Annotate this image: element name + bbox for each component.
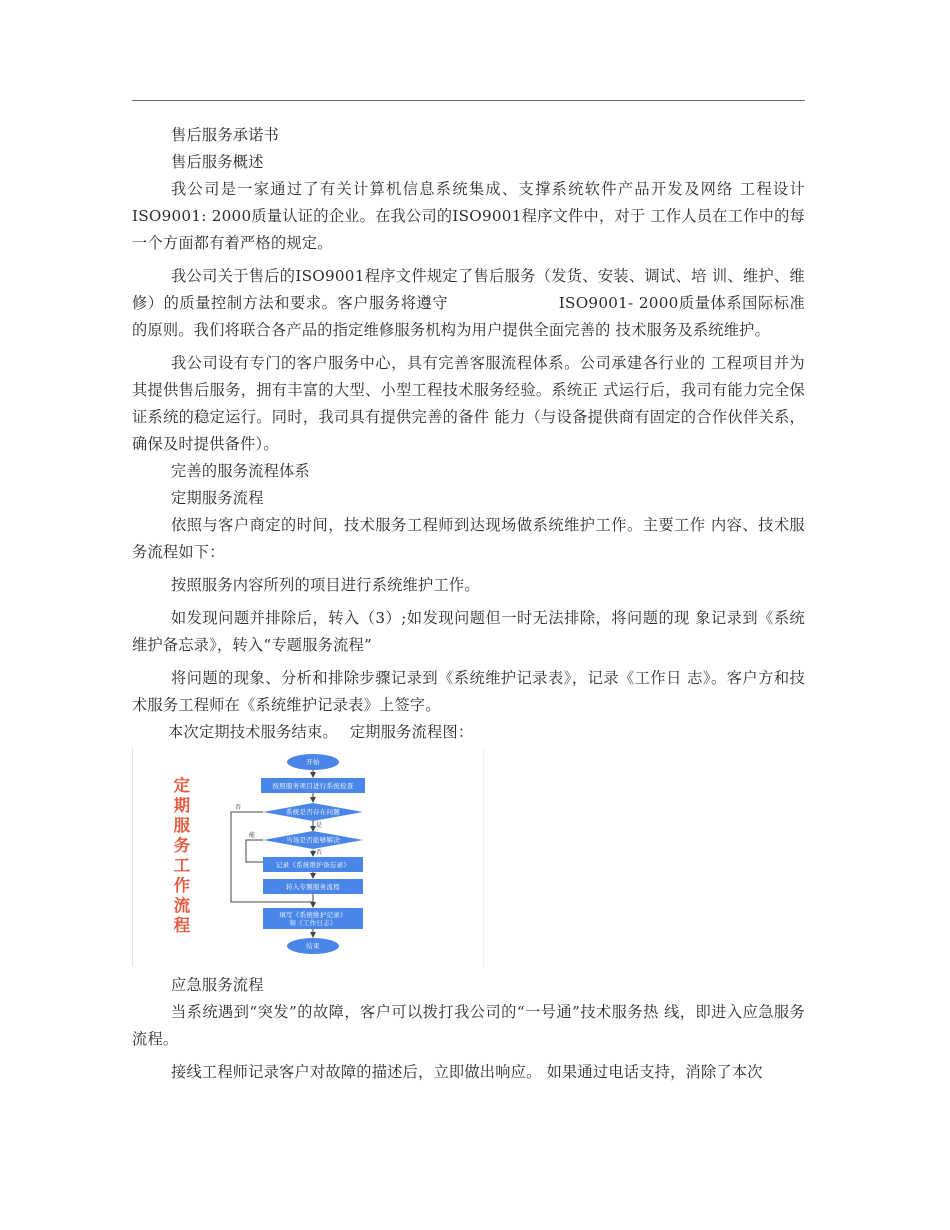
- section-heading-emergency: 应急服务流程: [171, 976, 264, 994]
- flowchart-step-record-label-2: 和《工作日志》: [289, 919, 337, 927]
- flowchart-figure: [132, 748, 484, 966]
- flowchart-title-char: 服: [173, 816, 191, 835]
- flowchart-label-can: 能: [249, 832, 256, 839]
- flowchart-decision-problem-label: 系统是否存在问题: [286, 808, 340, 816]
- flowchart-start-label: 开始: [306, 758, 320, 766]
- flowchart-step-memo-label: 记录《系统维护备忘录》: [275, 861, 351, 869]
- doc-title: 售后服务承诺书: [171, 126, 280, 144]
- section-heading-overview: 售后服务概述: [171, 153, 264, 171]
- paragraph-step-2: 如发现问题并排除后，转入（3）;如发现问题但一时无法排除，将问题的现 象记录到《系统维护备忘录》，转入“专题服务流程”: [132, 609, 805, 654]
- section-heading-process: 完善的服务流程体系: [171, 462, 310, 480]
- flowchart-step-check-label: 按照服务项目进行系统检查: [272, 782, 354, 790]
- flowchart-decision-solve-label: 当场是否能够解决: [286, 836, 340, 844]
- flowchart-title-char: 程: [173, 916, 191, 935]
- document-body: [132, 122, 805, 1086]
- paragraph-iso: 我公司是一家通过了有关计算机信息系统集成、支撑系统软件产品开发及网络 工程设计ISO9001: 2000质量认证的企业。在我公司的ISO9001程序文件中，对于 工作人员在工作中的每一个方面都有着严格的规定。: [132, 180, 805, 252]
- paragraph-schedule: 依照与客户商定的时间，技术服务工程师到达现场做系统维护工作。主要工作 内容、技术服务流程如下：: [132, 516, 805, 561]
- flowchart-title-char: 流: [173, 896, 191, 915]
- flowchart-end-label: 结束: [306, 942, 320, 950]
- flowchart-title-char: 务: [173, 836, 191, 855]
- paragraph-hotline: 当系统遇到“突发”的故障，客户可以拨打我公司的“一号通”技术服务热 线，即进入应急服务流程。: [132, 1003, 805, 1048]
- flowchart-diagram: [133, 748, 483, 966]
- flowchart-step-special-label: 转入专题服务流程: [286, 883, 340, 891]
- step-4-text: 本次定期技术服务结束。: [168, 723, 338, 741]
- paragraph-quality-control: 我公司关于售后的ISO9001程序文件规定了售后服务（发货、安装、调试、培 训、维护、维修）的质量控制方法和要求。客户服务将遵守 ISO9001- 2000质量体系国际标准的原则。我们将联合各产品的指定维修服务机构为用户提供全面完善的 技术服务及系统维护。: [132, 267, 805, 339]
- flowchart-title-char: 期: [173, 796, 191, 815]
- paragraph-step-3: 将问题的现象、分析和排除步骤记录到《系统维护记录表》，记录《工作日 志》。客户方和技术服务工程师在《系统维护记录表》上签字。: [132, 669, 805, 714]
- paragraph-step-1: 按照服务内容所列的项目进行系统维护工作。: [171, 576, 480, 594]
- flowchart-title-char: 工: [173, 856, 191, 875]
- flowchart-step-record-label-1: 填写《系统维护记录》: [279, 911, 347, 919]
- flowchart-label-yes: 是: [316, 822, 323, 829]
- section-heading-regular: 定期服务流程: [171, 489, 264, 507]
- flowchart-label-no: 否: [235, 804, 242, 811]
- paragraph-step-4: [132, 719, 805, 746]
- flowchart-label-cannot: 否: [316, 849, 323, 856]
- paragraph-service-center: 我公司设有专门的客户服务中心，具有完善客服流程体系。公司承建各行业的 工程项目并为其提供售后服务，拥有丰富的大型、小型工程技术服务经验。系统正 式运行后，我司有能力完全保证系统的稳定运行。同时，我司具有提供完善的备件 能力（与设备提供商有固定的合作伙伴关系，确保及时提供备件）。: [132, 354, 805, 453]
- header-rule: [132, 100, 805, 101]
- flowchart-title-char: 定: [173, 776, 191, 795]
- paragraph-response: 接线工程师记录客户对故障的描述后，立即做出响应。 如果通过电话支持，消除了本次: [171, 1063, 763, 1081]
- figure-caption: 定期服务流程图：: [349, 723, 474, 741]
- flowchart-title-char: 作: [173, 876, 191, 895]
